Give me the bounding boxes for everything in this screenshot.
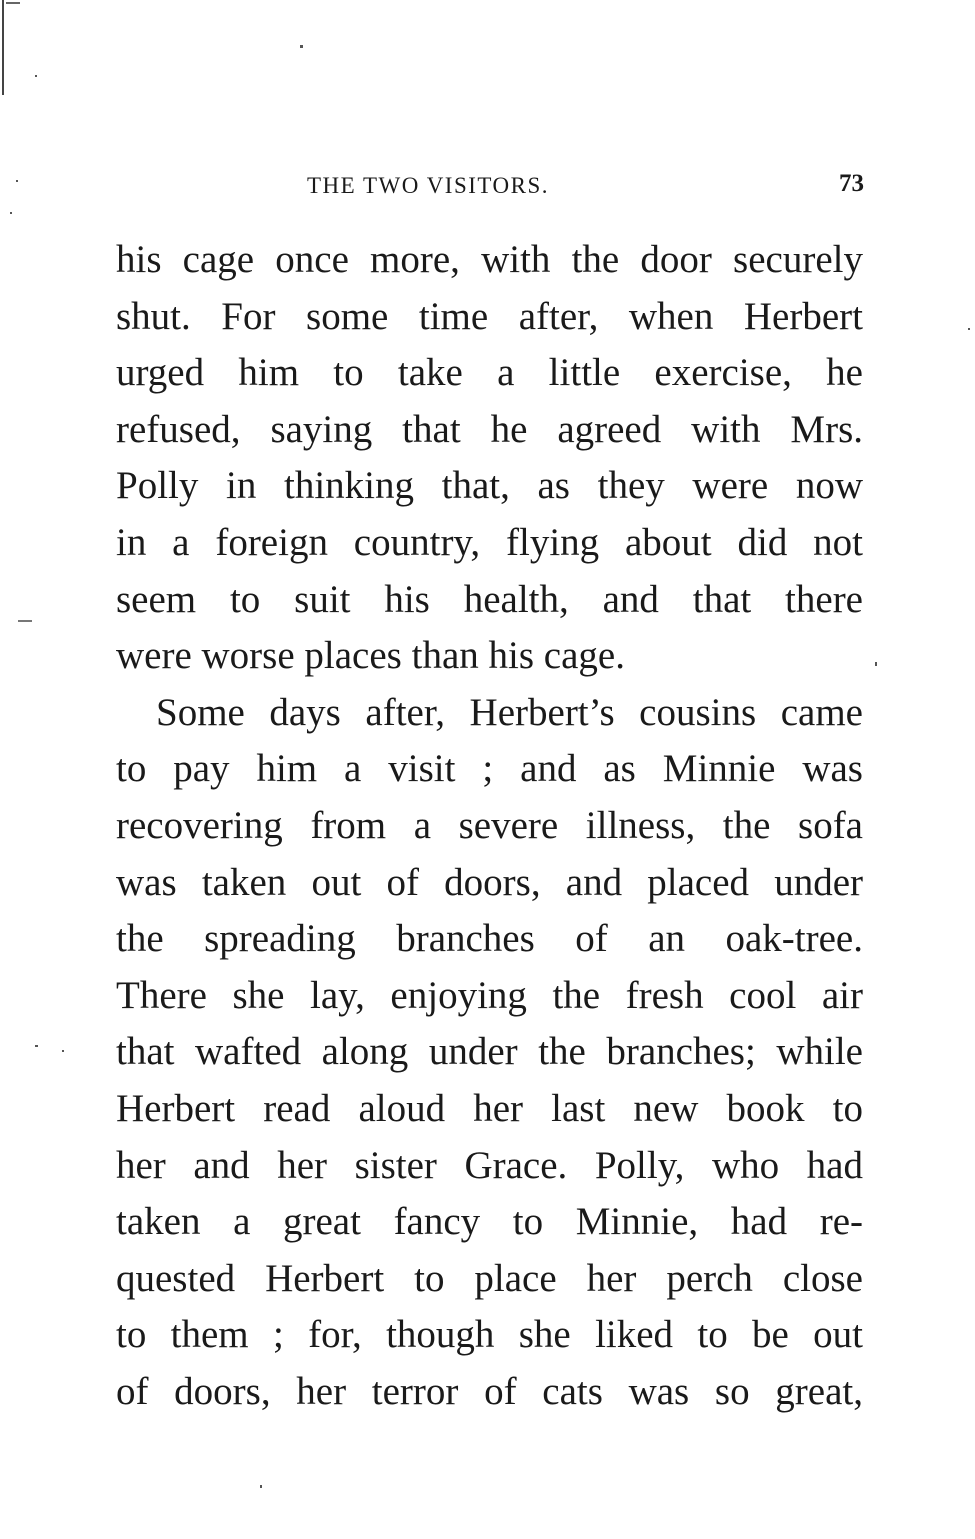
scan-mark <box>875 662 877 666</box>
scan-mark <box>300 45 303 48</box>
text-line: his cage once more, with the door securely <box>116 238 863 281</box>
text-line: seem to suit his health, and that there <box>116 577 863 621</box>
running-head <box>116 170 866 202</box>
text-line: refused, saying that he agreed with Mrs. <box>116 407 863 451</box>
scan-mark <box>6 2 20 4</box>
text-line: to pay him a visit ; and as Minnie was <box>116 747 863 791</box>
running-title: THE TWO VISITORS. <box>306 173 550 198</box>
scan-mark <box>10 212 12 214</box>
paragraph-first-line: Some days after, Herbert’s cousins came <box>156 690 863 734</box>
scan-mark <box>260 1485 262 1488</box>
text-line: quested Herbert to place her perch close <box>116 1256 863 1300</box>
text-line: urged him to take a little exercise, he <box>116 351 863 395</box>
scan-mark <box>18 620 32 622</box>
text-line: There she lay, enjoying the fresh cool air <box>116 973 863 1017</box>
page-number: 73 <box>839 170 864 197</box>
text-line: Herbert read aloud her last new book to <box>116 1086 863 1130</box>
text-line: that wafted along under the branches; while <box>116 1030 863 1074</box>
scan-mark <box>2 0 4 95</box>
scan-mark <box>968 328 970 330</box>
scan-mark <box>35 75 37 77</box>
scan-mark <box>62 1050 64 1052</box>
text-line: the spreading branches of an oak-tree. <box>116 917 863 961</box>
text-line: was taken out of doors, and placed under <box>116 860 863 904</box>
text-line: in a foreign country, flying about did not <box>116 520 863 564</box>
text-line: taken a great fancy to Minnie, had re- <box>116 1200 863 1244</box>
text-line: recovering from a severe illness, the sofa <box>116 803 863 847</box>
paragraph-last-line: were worse places than his cage. <box>116 634 625 678</box>
scan-mark <box>35 1045 38 1047</box>
text-line: Polly in thinking that, as they were now <box>116 464 863 508</box>
scan-mark <box>16 180 18 182</box>
text-line: to them ; for, though she liked to be out <box>116 1313 863 1357</box>
text-line: shut. For some time after, when Herbert <box>116 294 863 338</box>
text-line: her and her sister Grace. Polly, who had <box>116 1143 863 1187</box>
text-line: of doors, her terror of cats was so great, <box>116 1369 863 1413</box>
body-text <box>116 232 863 1420</box>
